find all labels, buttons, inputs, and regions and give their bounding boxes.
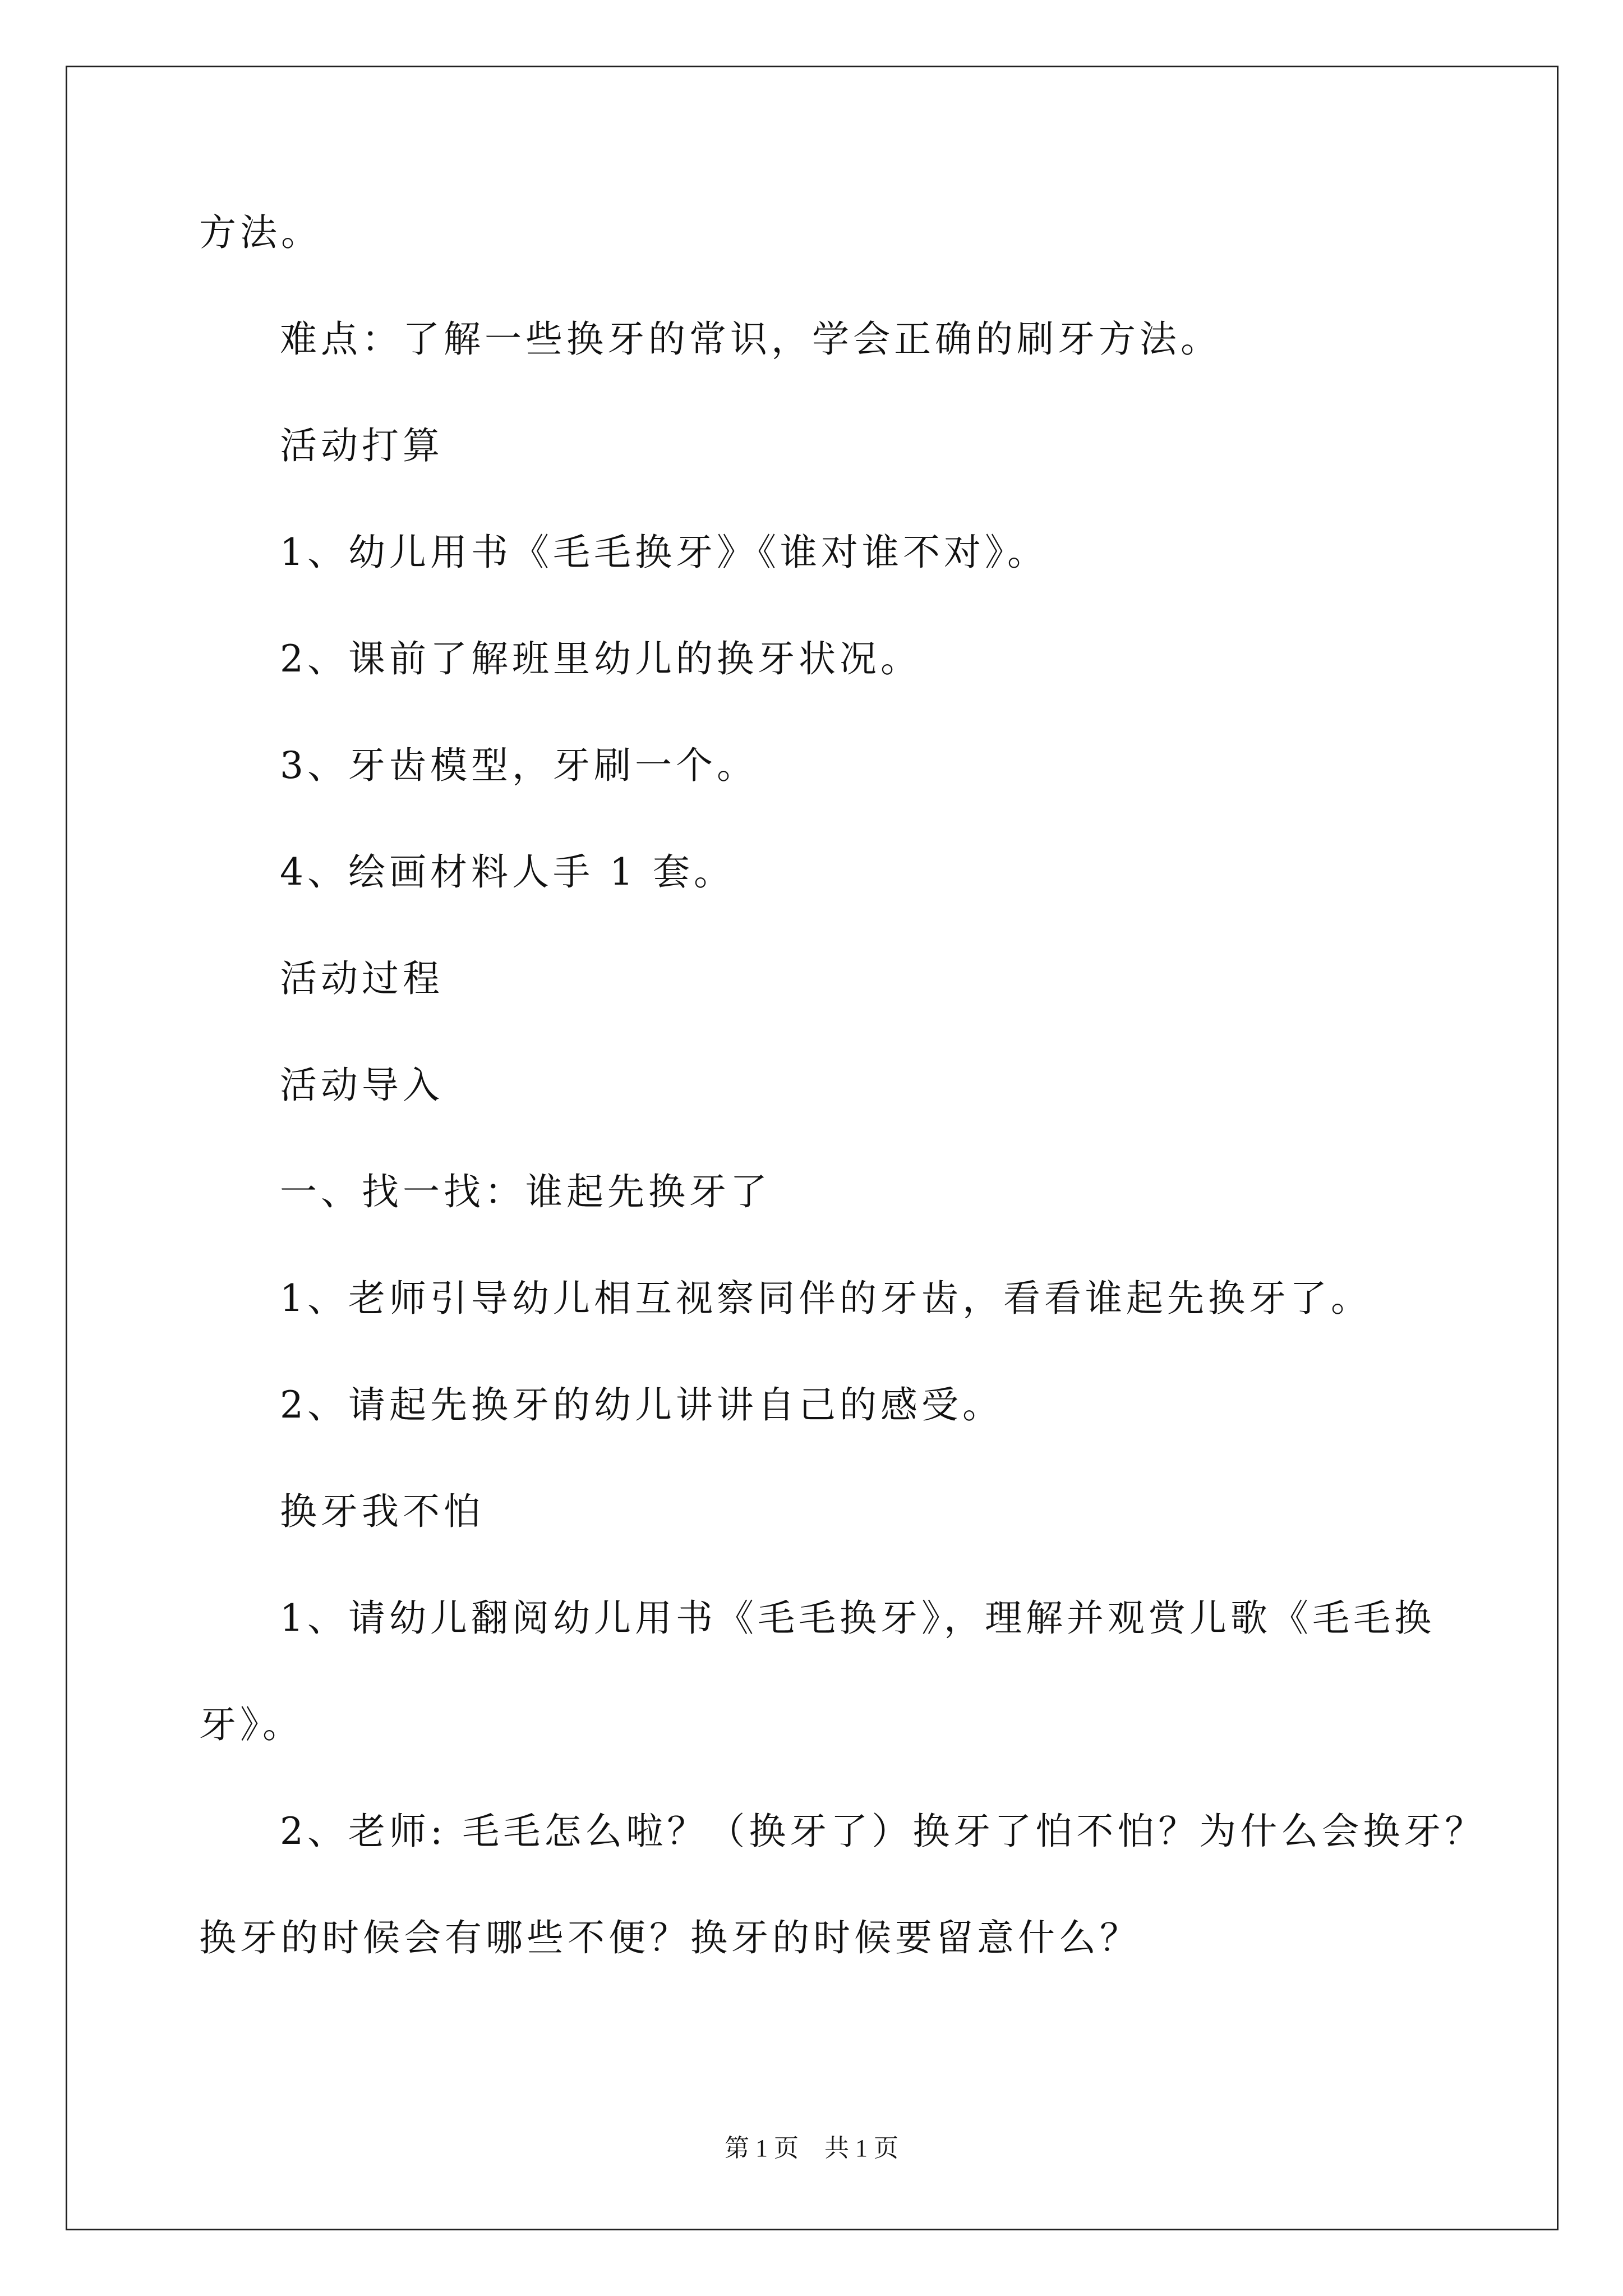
list-item: 3、牙齿模型，牙刷一个。 <box>280 744 758 787</box>
list-item-continuation: 牙》。 <box>199 1703 303 1746</box>
page-total: 共 1 页 <box>824 2134 898 2162</box>
list-item: 2、老师: 毛毛怎么啦？（换牙了）换牙了怕不怕？为什么会换牙？ <box>280 1810 1486 1853</box>
page-border <box>66 66 1559 2230</box>
page-number: 第 1 页 <box>725 2134 799 2162</box>
list-item-continuation: 换牙的时候会有哪些不便？换牙的时候要留意什么？ <box>199 1916 1141 1959</box>
section-heading: 换牙我不怕 <box>280 1490 485 1533</box>
heading-activity-preparation: 活动打算 <box>280 424 444 467</box>
page-footer <box>0 2132 1623 2165</box>
list-item: 2、课前了解班里幼儿的换牙状况。 <box>280 637 921 680</box>
list-item: 1、老师引导幼儿相互视察同伴的牙齿，看看谁起先换牙了。 <box>280 1277 1372 1320</box>
list-item: 4、绘画材料人手 1 套。 <box>280 850 735 894</box>
heading-activity-process: 活动过程 <box>280 957 444 1000</box>
list-item: 1、请幼儿翻阅幼儿用书《毛毛换牙》，理解并观赏儿歌《毛毛换 <box>280 1596 1435 1640</box>
list-item: 2、请起先换牙的幼儿讲讲自己的感受。 <box>280 1383 1003 1427</box>
list-item: 1、幼儿用书《毛毛换牙》《谁对谁不对》。 <box>280 531 1048 574</box>
section-heading: 一、找一找：谁起先换牙了 <box>280 1170 771 1213</box>
paragraph-difficulty: 难点：了解一些换牙的常识，学会正确的刷牙方法。 <box>280 318 1221 361</box>
paragraph-continuation: 方法。 <box>199 211 322 254</box>
heading-activity-intro: 活动导入 <box>280 1064 444 1107</box>
